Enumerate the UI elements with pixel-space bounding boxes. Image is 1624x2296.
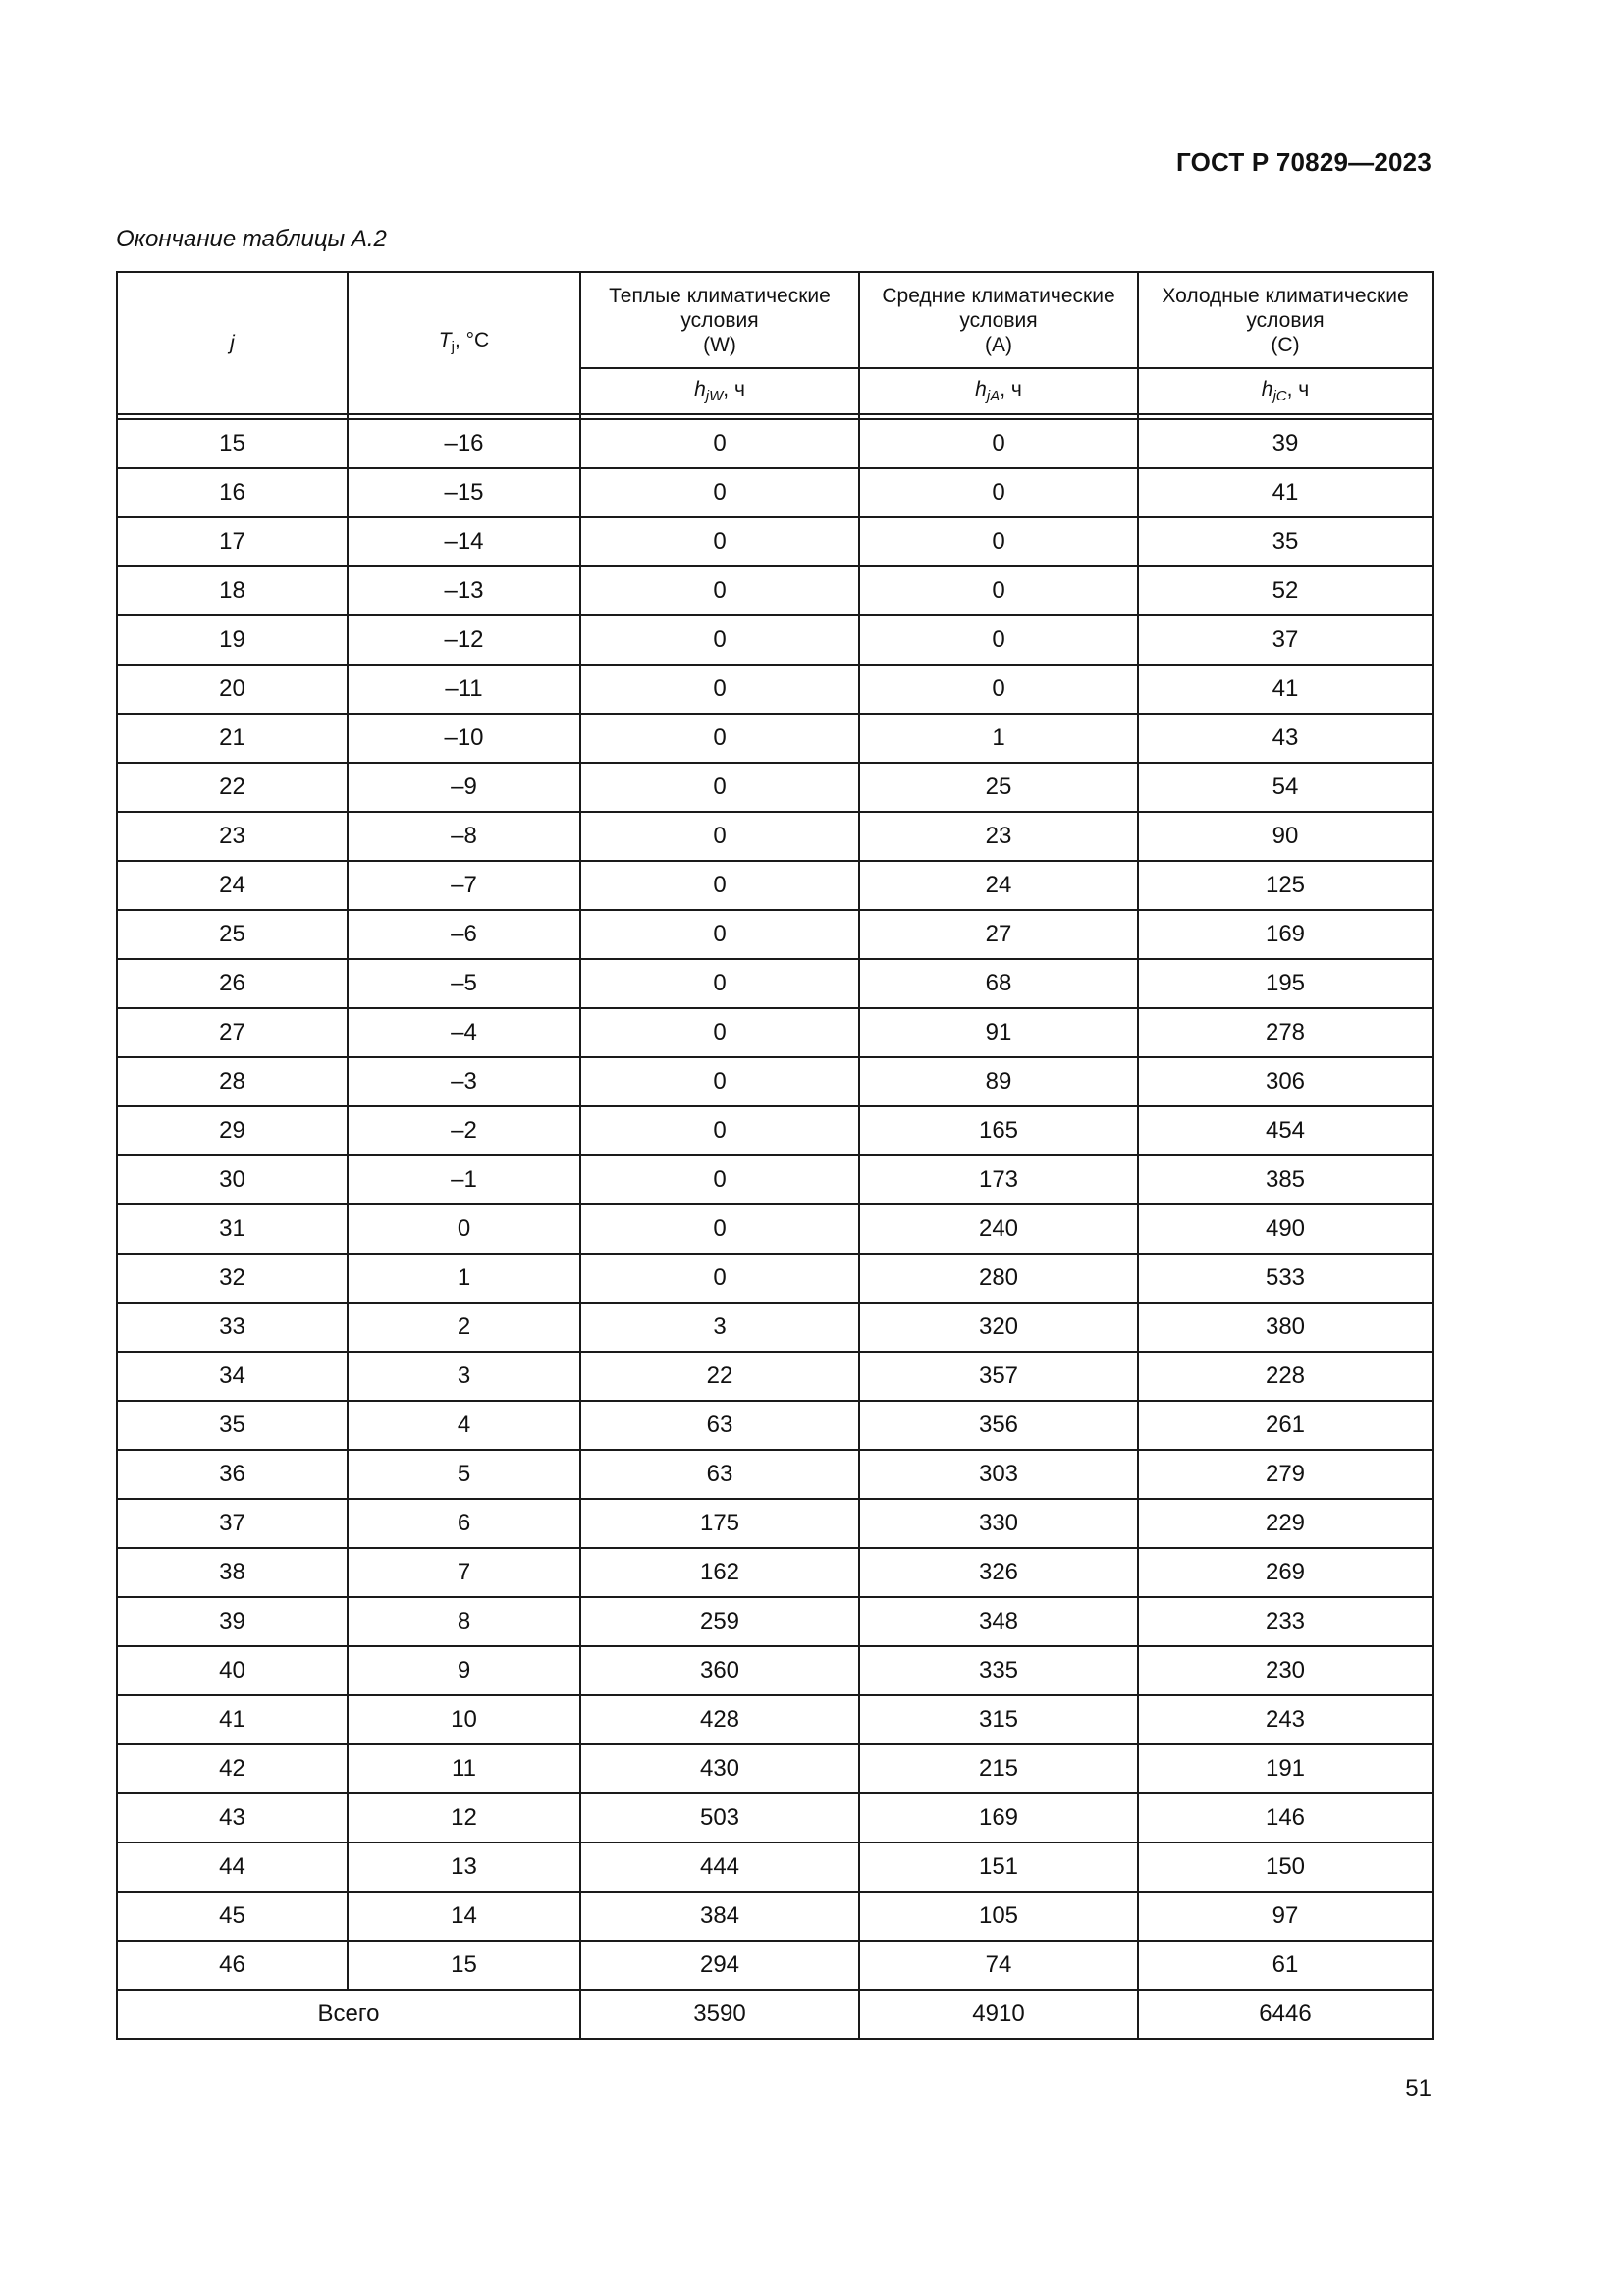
table-row — [117, 861, 1433, 910]
cell-temperature: –4 — [348, 1008, 580, 1057]
column-header-temperature: $T_j$, °C — [348, 272, 580, 414]
cell-hjw: 22 — [580, 1352, 859, 1401]
cell-hjw: 0 — [580, 763, 859, 812]
cell-hjc: 533 — [1138, 1254, 1433, 1303]
cell-temperature: 0 — [348, 1204, 580, 1254]
cell-temperature: –5 — [348, 959, 580, 1008]
unit-header-hja: $h_{jA}$, ч — [859, 368, 1138, 414]
cell-hjw: 0 — [580, 1057, 859, 1106]
cell-temperature: 1 — [348, 1254, 580, 1303]
cell-j: 23 — [117, 812, 348, 861]
cell-j: 16 — [117, 468, 348, 517]
cell-j: 22 — [117, 763, 348, 812]
total-label: Всего — [117, 1990, 580, 2039]
cell-hja: 23 — [859, 812, 1138, 861]
cell-hja: 169 — [859, 1793, 1138, 1842]
cell-temperature: –6 — [348, 910, 580, 959]
cell-hja: 173 — [859, 1155, 1138, 1204]
cell-hja: 335 — [859, 1646, 1138, 1695]
cell-hja: 0 — [859, 517, 1138, 566]
cell-hjc: 169 — [1138, 910, 1433, 959]
cell-temperature: –8 — [348, 812, 580, 861]
unit-header-hjc: $h_{jC}$, ч — [1138, 368, 1433, 414]
cell-hja: 89 — [859, 1057, 1138, 1106]
cell-hja: 0 — [859, 419, 1138, 468]
table-row — [117, 1155, 1433, 1204]
cell-j: 26 — [117, 959, 348, 1008]
cell-hjw: 0 — [580, 1106, 859, 1155]
cell-hja: 357 — [859, 1352, 1138, 1401]
cell-temperature: –14 — [348, 517, 580, 566]
cell-j: 35 — [117, 1401, 348, 1450]
cell-hjw: 503 — [580, 1793, 859, 1842]
table-row — [117, 1842, 1433, 1892]
table-row — [117, 812, 1433, 861]
cell-hja: 68 — [859, 959, 1138, 1008]
cell-j: 38 — [117, 1548, 348, 1597]
cell-temperature: –12 — [348, 615, 580, 665]
column-header-average-conditions: Средние климатические условия (A) — [859, 272, 1138, 368]
cell-hjc: 269 — [1138, 1548, 1433, 1597]
cell-temperature: 7 — [348, 1548, 580, 1597]
cell-temperature: 13 — [348, 1842, 580, 1892]
cell-hja: 348 — [859, 1597, 1138, 1646]
cell-temperature: 8 — [348, 1597, 580, 1646]
cell-hjw: 162 — [580, 1548, 859, 1597]
cell-hja: 0 — [859, 665, 1138, 714]
cell-hjw: 0 — [580, 1254, 859, 1303]
cell-hja: 356 — [859, 1401, 1138, 1450]
table-row — [117, 1057, 1433, 1106]
cell-hjc: 191 — [1138, 1744, 1433, 1793]
cell-j: 20 — [117, 665, 348, 714]
cell-hjw: 0 — [580, 419, 859, 468]
cell-j: 15 — [117, 419, 348, 468]
table-row — [117, 468, 1433, 517]
column-header-warm-conditions: Теплые климатические условия (W) — [580, 272, 859, 368]
cell-j: 18 — [117, 566, 348, 615]
cell-hjc: 125 — [1138, 861, 1433, 910]
cell-temperature: –11 — [348, 665, 580, 714]
cell-hja: 165 — [859, 1106, 1138, 1155]
table-row — [117, 714, 1433, 763]
table-row — [117, 1008, 1433, 1057]
table-caption: Окончание таблицы А.2 — [116, 226, 387, 252]
cell-j: 28 — [117, 1057, 348, 1106]
cell-hjc: 39 — [1138, 419, 1433, 468]
cell-j: 43 — [117, 1793, 348, 1842]
total-warm: 3590 — [580, 1990, 859, 2039]
cell-temperature: 15 — [348, 1941, 580, 1990]
cell-hja: 240 — [859, 1204, 1138, 1254]
cell-j: 24 — [117, 861, 348, 910]
table-row — [117, 959, 1433, 1008]
table-row — [117, 1204, 1433, 1254]
cell-hjc: 490 — [1138, 1204, 1433, 1254]
table-row — [117, 665, 1433, 714]
cell-temperature: –10 — [348, 714, 580, 763]
cell-hjc: 54 — [1138, 763, 1433, 812]
cell-j: 25 — [117, 910, 348, 959]
table-row — [117, 1401, 1433, 1450]
table-row — [117, 615, 1433, 665]
table-row — [117, 1941, 1433, 1990]
cell-j: 30 — [117, 1155, 348, 1204]
table-row — [117, 1744, 1433, 1793]
cell-hja: 0 — [859, 566, 1138, 615]
total-cold: 6446 — [1138, 1990, 1433, 2039]
cell-j: 41 — [117, 1695, 348, 1744]
cell-hjw: 0 — [580, 910, 859, 959]
cell-hjc: 233 — [1138, 1597, 1433, 1646]
cell-hja: 105 — [859, 1892, 1138, 1941]
cell-temperature: –3 — [348, 1057, 580, 1106]
table-row — [117, 1352, 1433, 1401]
table-row — [117, 1254, 1433, 1303]
cell-temperature: 12 — [348, 1793, 580, 1842]
cell-hjc: 385 — [1138, 1155, 1433, 1204]
column-header-cold-conditions: Холодные климатические условия (C) — [1138, 272, 1433, 368]
cell-hjw: 0 — [580, 1008, 859, 1057]
cell-temperature: 5 — [348, 1450, 580, 1499]
cell-hjc: 454 — [1138, 1106, 1433, 1155]
cell-hja: 215 — [859, 1744, 1138, 1793]
cell-temperature: 3 — [348, 1352, 580, 1401]
table-row — [117, 1548, 1433, 1597]
cell-hjc: 278 — [1138, 1008, 1433, 1057]
cell-j: 46 — [117, 1941, 348, 1990]
cell-temperature: 14 — [348, 1892, 580, 1941]
cell-hjc: 41 — [1138, 665, 1433, 714]
cell-j: 40 — [117, 1646, 348, 1695]
cell-j: 34 — [117, 1352, 348, 1401]
cell-j: 21 — [117, 714, 348, 763]
table-row — [117, 566, 1433, 615]
cell-hjw: 0 — [580, 714, 859, 763]
unit-header-hjw: $h_{jW}$, ч — [580, 368, 859, 414]
cell-hja: 91 — [859, 1008, 1138, 1057]
cell-j: 29 — [117, 1106, 348, 1155]
cell-hjw: 0 — [580, 1204, 859, 1254]
table-row — [117, 1892, 1433, 1941]
cell-hja: 315 — [859, 1695, 1138, 1744]
cell-hja: 303 — [859, 1450, 1138, 1499]
cell-hjw: 0 — [580, 468, 859, 517]
cell-hjc: 41 — [1138, 468, 1433, 517]
cell-hjc: 37 — [1138, 615, 1433, 665]
cell-hja: 27 — [859, 910, 1138, 959]
cell-hjc: 43 — [1138, 714, 1433, 763]
cell-hjw: 63 — [580, 1450, 859, 1499]
table-row — [117, 1597, 1433, 1646]
page-number: 51 — [1405, 2075, 1432, 2102]
cell-hjc: 150 — [1138, 1842, 1433, 1892]
cell-temperature: –7 — [348, 861, 580, 910]
cell-temperature: 9 — [348, 1646, 580, 1695]
table-row — [117, 1106, 1433, 1155]
cell-hjc: 35 — [1138, 517, 1433, 566]
cell-hjw: 0 — [580, 517, 859, 566]
cell-hja: 320 — [859, 1303, 1138, 1352]
cell-hja: 25 — [859, 763, 1138, 812]
cell-hjw: 175 — [580, 1499, 859, 1548]
cell-temperature: 6 — [348, 1499, 580, 1548]
cell-hja: 280 — [859, 1254, 1138, 1303]
cell-hjw: 384 — [580, 1892, 859, 1941]
cell-hjc: 97 — [1138, 1892, 1433, 1941]
table-row — [117, 419, 1433, 468]
table-row — [117, 517, 1433, 566]
cell-j: 44 — [117, 1842, 348, 1892]
cell-temperature: –9 — [348, 763, 580, 812]
cell-j: 39 — [117, 1597, 348, 1646]
table-row — [117, 1450, 1433, 1499]
cell-hjw: 444 — [580, 1842, 859, 1892]
cell-hja: 1 — [859, 714, 1138, 763]
cell-hja: 0 — [859, 468, 1138, 517]
cell-hjw: 0 — [580, 861, 859, 910]
cell-temperature: –15 — [348, 468, 580, 517]
table-row — [117, 763, 1433, 812]
cell-j: 27 — [117, 1008, 348, 1057]
cell-j: 33 — [117, 1303, 348, 1352]
column-header-j — [117, 272, 348, 414]
cell-hjw: 0 — [580, 615, 859, 665]
cell-hja: 74 — [859, 1941, 1138, 1990]
cell-hjc: 230 — [1138, 1646, 1433, 1695]
cell-j: 31 — [117, 1204, 348, 1254]
cell-hjw: 63 — [580, 1401, 859, 1450]
cell-hjc: 380 — [1138, 1303, 1433, 1352]
cell-j: 45 — [117, 1892, 348, 1941]
cell-hjw: 360 — [580, 1646, 859, 1695]
cell-hjw: 294 — [580, 1941, 859, 1990]
cell-j: 19 — [117, 615, 348, 665]
cell-j: 17 — [117, 517, 348, 566]
table-body — [117, 419, 1433, 1990]
cell-hjc: 243 — [1138, 1695, 1433, 1744]
cell-hja: 24 — [859, 861, 1138, 910]
cell-j: 36 — [117, 1450, 348, 1499]
table-row — [117, 1499, 1433, 1548]
table-row — [117, 1695, 1433, 1744]
cell-temperature: –13 — [348, 566, 580, 615]
cell-hjc: 228 — [1138, 1352, 1433, 1401]
cell-hjw: 3 — [580, 1303, 859, 1352]
cell-hjc: 90 — [1138, 812, 1433, 861]
cell-hja: 330 — [859, 1499, 1138, 1548]
cell-hjw: 430 — [580, 1744, 859, 1793]
cell-hjc: 279 — [1138, 1450, 1433, 1499]
cell-hja: 326 — [859, 1548, 1138, 1597]
cell-temperature: –2 — [348, 1106, 580, 1155]
cell-hjw: 428 — [580, 1695, 859, 1744]
table-row — [117, 1303, 1433, 1352]
cell-hjw: 0 — [580, 959, 859, 1008]
document-code: ГОСТ Р 70829—2023 — [1176, 147, 1432, 177]
cell-temperature: 4 — [348, 1401, 580, 1450]
cell-hjw: 259 — [580, 1597, 859, 1646]
cell-hja: 151 — [859, 1842, 1138, 1892]
cell-temperature: 11 — [348, 1744, 580, 1793]
cell-j: 32 — [117, 1254, 348, 1303]
cell-hjc: 61 — [1138, 1941, 1433, 1990]
table-row — [117, 1793, 1433, 1842]
j-symbol: j — [230, 332, 235, 354]
cell-temperature: –16 — [348, 419, 580, 468]
table-row — [117, 910, 1433, 959]
cell-hjc: 306 — [1138, 1057, 1433, 1106]
cell-j: 42 — [117, 1744, 348, 1793]
cell-hjc: 146 — [1138, 1793, 1433, 1842]
total-average: 4910 — [859, 1990, 1138, 2039]
cell-hjc: 52 — [1138, 566, 1433, 615]
cell-hja: 0 — [859, 615, 1138, 665]
cell-hjc: 195 — [1138, 959, 1433, 1008]
cell-hjw: 0 — [580, 1155, 859, 1204]
cell-temperature: 10 — [348, 1695, 580, 1744]
cell-hjw: 0 — [580, 812, 859, 861]
table-row — [117, 1646, 1433, 1695]
cell-hjc: 261 — [1138, 1401, 1433, 1450]
cell-j: 37 — [117, 1499, 348, 1548]
cell-temperature: –1 — [348, 1155, 580, 1204]
cell-hjw: 0 — [580, 566, 859, 615]
cell-hjc: 229 — [1138, 1499, 1433, 1548]
data-table — [116, 271, 1434, 2040]
total-row — [117, 1990, 1433, 2039]
cell-hjw: 0 — [580, 665, 859, 714]
cell-temperature: 2 — [348, 1303, 580, 1352]
